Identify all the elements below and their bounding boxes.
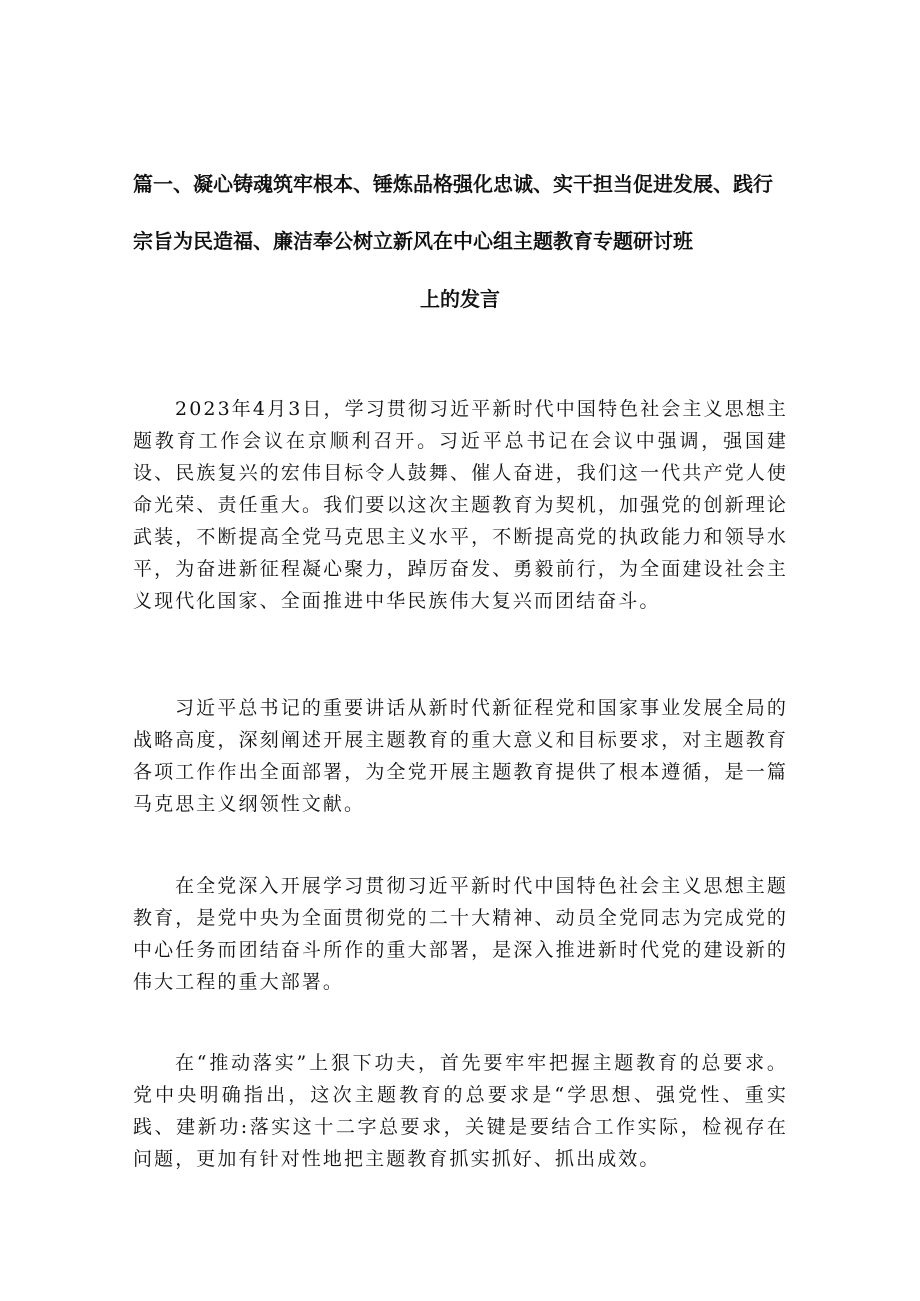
paragraph-4: 在“推动落实”上狠下功夫，首先要牢牢把握主题教育的总要求。党中央明确指出，这次主题教育的总要求是“学思想、强党性、重实践、建新功:落实这十二字总要求，关键是要结合工作实际，检视存在问题，更加有针对性地把主题教育抓实抓好、抓出成效。 [133, 1052, 788, 1170]
paragraph-2: 习近平总书记的重要讲话从新时代新征程党和国家事业发展全局的战略高度，深刻阐述开展主题教育的重大意义和目标要求，对主题教育各项工作作出全面部署，为全党开展主题教育提供了根本遵循，是一篇马克思主义纲领性文献。 [133, 697, 788, 815]
title-line-2: 宗旨为民造福、廉洁奉公树立新风在中心组主题教育专题研讨班 [133, 229, 693, 253]
paragraph-1: 2023年4月3日，学习贯彻习近平新时代中国特色社会主义思想主题教育工作会议在京顺利召开。习近平总书记在会议中强调，强国建设、民族复兴的宏伟目标令人鼓舞、催人奋进，我们这一代共产党人使命光荣、责任重大。我们要以这次主题教育为契机，加强党的创新理论武装，不断提高全党马克思主义水平，不断提高党的执政能力和领导水平，为奋进新征程凝心聚力，踔厉奋发、勇毅前行，为全面建设社会主义现代化国家、全面推进中华民族伟大复兴而团结奋斗。 [133, 398, 788, 612]
title-line-1: 篇一、凝心铸魂筑牢根本、锤炼品格强化忠诚、实干担当促进发展、践行 [133, 172, 773, 196]
paragraph-3: 在全党深入开展学习贯彻习近平新时代中国特色社会主义思想主题教育，是党中央为全面贯彻党的二十大精神、动员全党同志为完成党的中心任务而团结奋斗所作的重大部署，是深入推进新时代党的建设新的伟大工程的重大部署。 [133, 875, 788, 993]
title-line-3: 上的发言 [420, 287, 500, 311]
